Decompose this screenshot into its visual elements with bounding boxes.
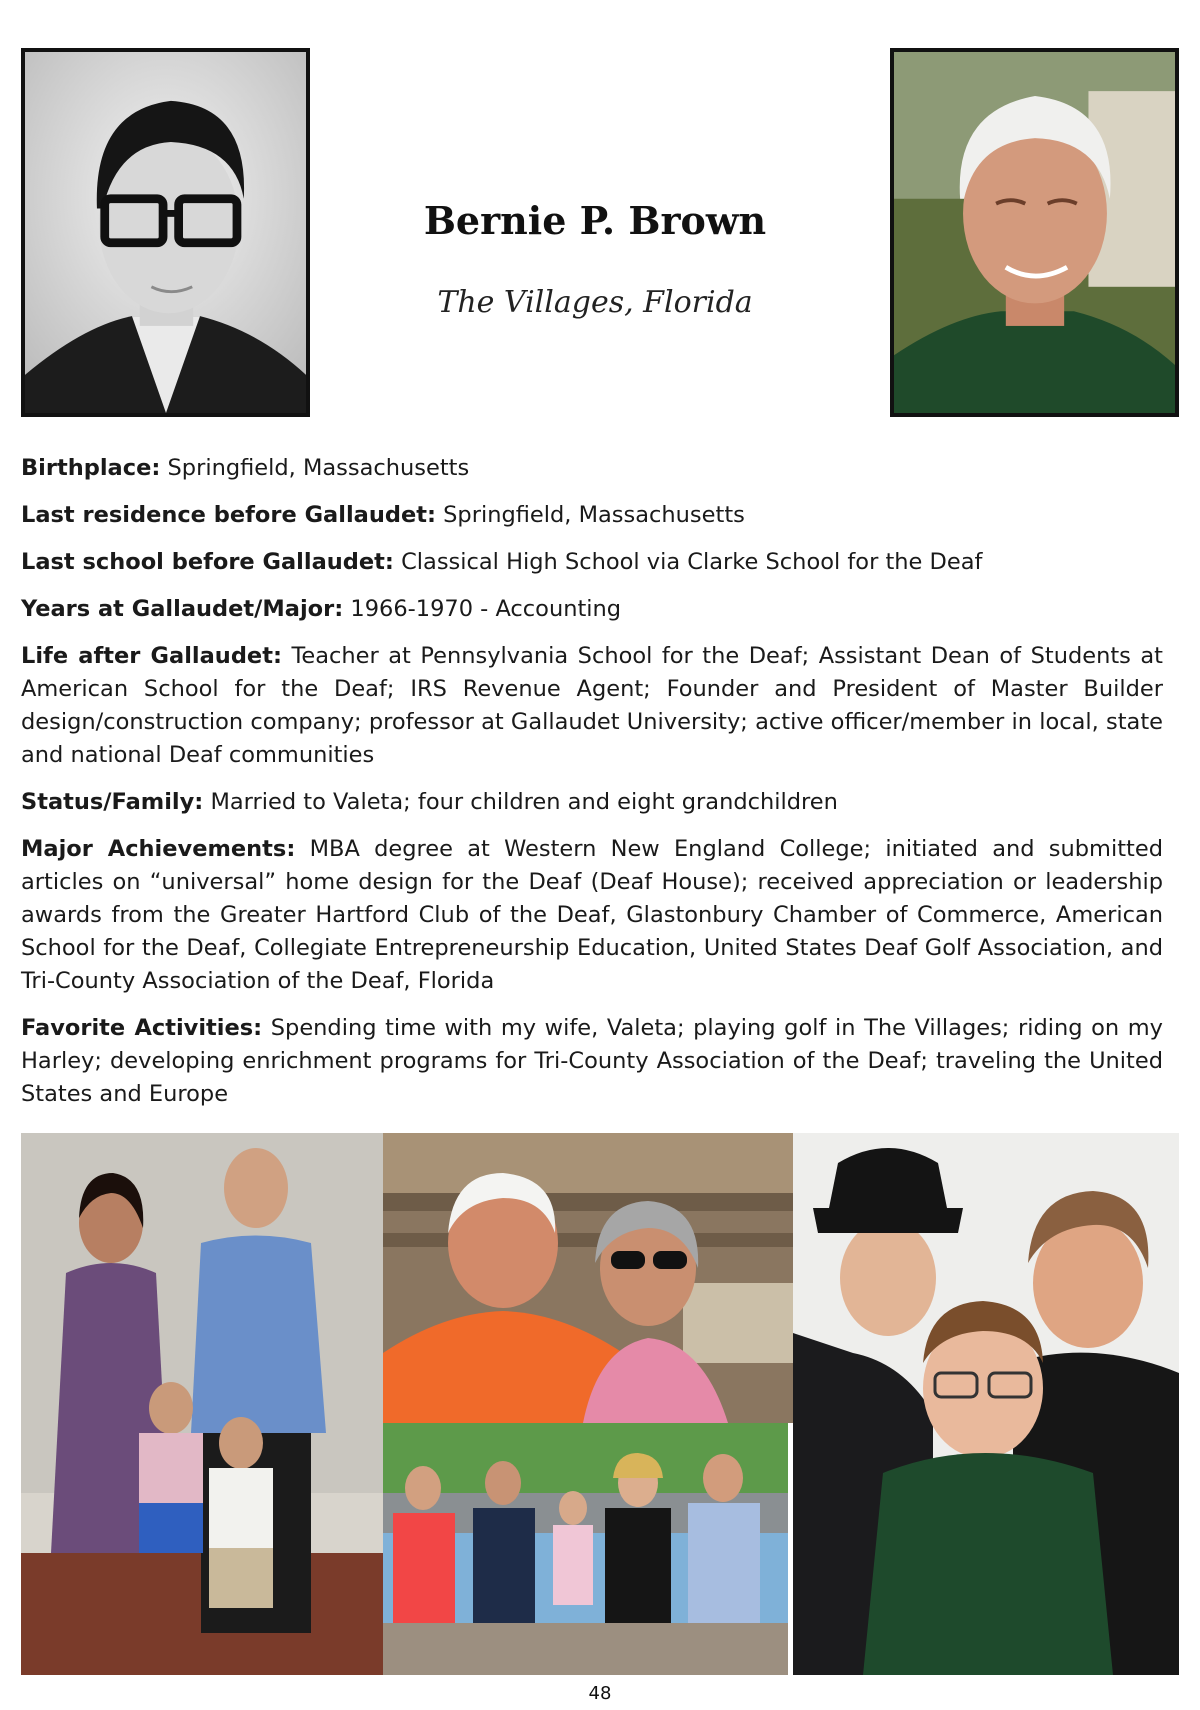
- life-after-label: Life after Gallaudet:: [21, 643, 282, 669]
- last-school-value: Classical High School via Clarke School for the Deaf: [401, 549, 983, 575]
- page-number: 48: [588, 1683, 612, 1704]
- last-school-label: Last school before Gallaudet:: [21, 549, 394, 575]
- last-residence-entry: [21, 499, 1163, 532]
- years-major-value: 1966-1970 - Accounting: [350, 596, 622, 622]
- colosseum-selfie-photo: [383, 1133, 793, 1423]
- achievements-entry: [21, 833, 1163, 998]
- group-photo: [383, 1423, 788, 1675]
- family-photo-left: [21, 1133, 383, 1675]
- life-after-entry: [21, 640, 1163, 772]
- birthplace-entry: [21, 452, 1163, 485]
- last-residence-label: Last residence before Gallaudet:: [21, 502, 436, 528]
- status-family-label: Status/Family:: [21, 789, 204, 815]
- achievements-value: MBA degree at Western New England College; initiated and submitted articles on “universal” home design for the Deaf (Deaf House); received appreciation or leadership awards from the Greater Hartford Club of the Deaf, Glastonbury Chamber of Commerce, American School for the Deaf, Collegiate Entrepreneurship Education, United States Deaf Golf Association, and Tri-County Association of the Deaf, Florida: [21, 836, 1163, 994]
- last-residence-value: Springfield, Massachusetts: [443, 502, 745, 528]
- birthplace-value: Springfield, Massachusetts: [167, 455, 470, 481]
- status-family-entry: [21, 786, 1163, 819]
- last-school-entry: [21, 546, 1163, 579]
- birthplace-label: Birthplace:: [21, 455, 161, 481]
- achievements-label: Major Achievements:: [21, 836, 296, 862]
- status-family-value: Married to Valeta; four children and eight grandchildren: [210, 789, 838, 815]
- activities-value: Spending time with my wife, Valeta; playing golf in The Villages; riding on my Harley; developing enrichment programs for Tri-County Association of the Deaf; traveling the United States and Europe: [21, 1015, 1163, 1107]
- person-location: The Villages, Florida: [437, 285, 753, 320]
- life-after-value: Teacher at Pennsylvania School for the Deaf; Assistant Dean of Students at American School for the Deaf; IRS Revenue Agent; Founder and President of Master Builder design/construction company; professor at Gallaudet University; active officer/member in local, state and national Deaf communities: [21, 643, 1164, 768]
- person-name: Bernie P. Brown: [423, 198, 767, 243]
- biography-section: [21, 452, 1163, 1125]
- years-major-entry: [21, 593, 1163, 626]
- yearbook-portrait-photo: [21, 48, 310, 417]
- activities-label: Favorite Activities:: [21, 1015, 263, 1041]
- activities-entry: [21, 1012, 1163, 1111]
- years-major-label: Years at Gallaudet/Major:: [21, 596, 344, 622]
- current-portrait-photo: [890, 48, 1179, 417]
- family-photo-right: [793, 1133, 1179, 1675]
